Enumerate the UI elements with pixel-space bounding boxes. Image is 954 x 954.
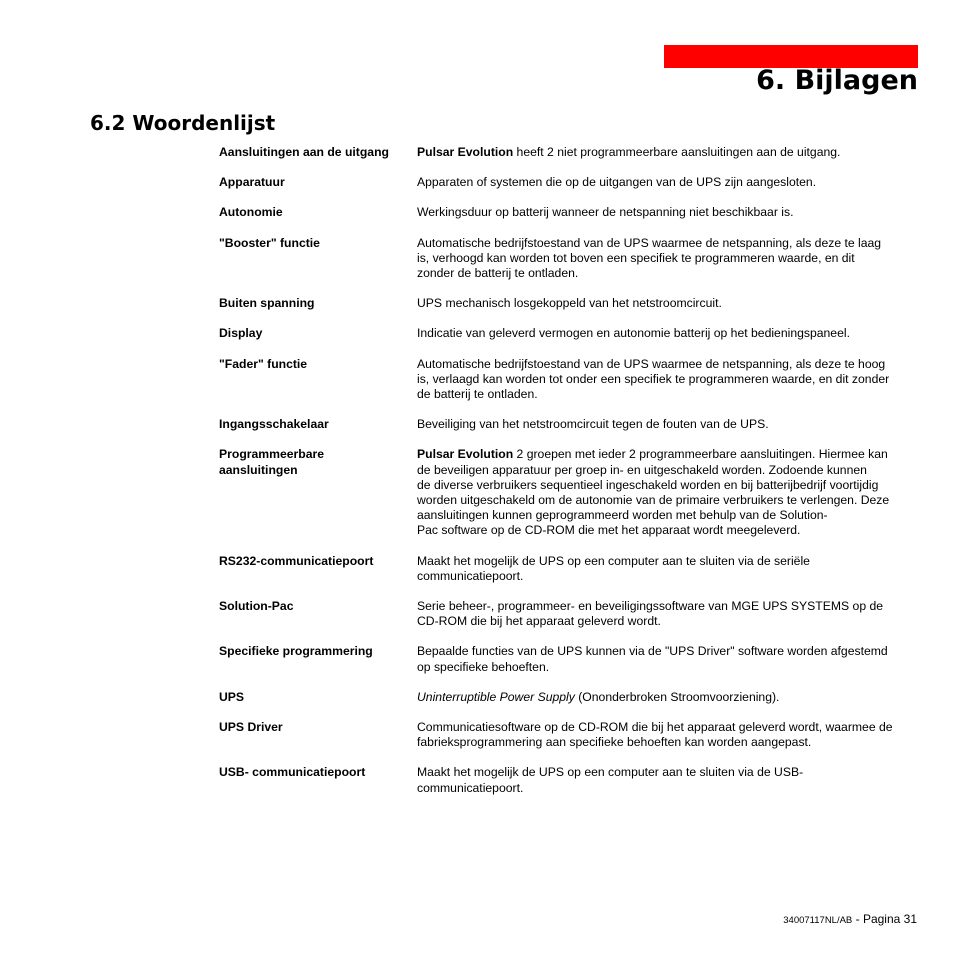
- glossary-term-line: "Booster" functie: [219, 235, 320, 250]
- definition-line: [417, 478, 920, 493]
- definition-text: Maakt het mogelijk de UPS op een computer aan te sluiten via de USB-: [417, 765, 804, 780]
- definition-line: [417, 387, 920, 402]
- product-name: Pulsar Evolution: [417, 145, 514, 159]
- glossary-term: [219, 145, 417, 160]
- glossary-entry: [219, 296, 920, 311]
- glossary-entry: [219, 357, 920, 403]
- glossary-term-line: UPS Driver: [219, 720, 283, 735]
- glossary-term-line: Buiten spanning: [219, 296, 315, 311]
- glossary-entry: [219, 720, 920, 750]
- definition-line: [417, 614, 920, 629]
- glossary-term: [219, 599, 417, 629]
- definition-text: Automatische bedrijfstoestand van de UPS waarmee de netspanning, als deze te laag: [417, 235, 882, 250]
- definition-line: [417, 251, 920, 266]
- definition-line: [417, 735, 920, 750]
- definition-line: [417, 326, 920, 341]
- definition-text: Automatische bedrijfstoestand van de UPS waarmee de netspanning, als deze te hoog: [417, 356, 886, 371]
- glossary-entry: [219, 765, 920, 795]
- glossary-definition: [417, 447, 920, 538]
- glossary-entry: [219, 554, 920, 584]
- definition-line: [417, 781, 920, 796]
- glossary-term-line: UPS: [219, 689, 245, 704]
- definition-line: [417, 493, 920, 508]
- glossary-term: [219, 326, 417, 341]
- definition-text: (Ononderbroken Stroomvoorziening).: [574, 689, 780, 704]
- definition-line: [417, 765, 920, 780]
- glossary-term-line: aansluitingen: [219, 462, 298, 477]
- glossary-entry: [219, 145, 920, 160]
- definition-line: [417, 644, 920, 659]
- glossary-term: [219, 357, 417, 403]
- glossary-definition: [417, 145, 920, 160]
- definition-line: [417, 266, 920, 281]
- section-title: 6.2 Woordenlijst: [90, 111, 276, 135]
- definition-text: Bepaalde functies van de UPS kunnen via de "UPS Driver" software worden afgestemd: [417, 644, 888, 659]
- definition-line: [417, 205, 920, 220]
- glossary-term: [219, 644, 417, 674]
- definition-text: communicatiepoort.: [417, 780, 524, 795]
- definition-line: [417, 599, 920, 614]
- glossary-term: [219, 205, 417, 220]
- glossary-definition: [417, 175, 920, 190]
- definition-text: op specifieke behoeften.: [417, 659, 550, 674]
- document-code: 34007117NL/AB: [783, 915, 853, 926]
- glossary-term: [219, 175, 417, 190]
- definition-line: [417, 145, 920, 160]
- glossary-term-line: Ingangsschakelaar: [219, 417, 329, 432]
- glossary-term-line: RS232-communicatiepoort: [219, 553, 374, 568]
- emphasis-text: Uninterruptible Power Supply: [417, 689, 575, 704]
- glossary-term-line: Apparatuur: [219, 175, 285, 190]
- definition-line: [417, 660, 920, 675]
- glossary-term: [219, 417, 417, 432]
- chapter-title: 6. Bijlagen: [756, 65, 918, 96]
- glossary-definition: [417, 765, 920, 795]
- glossary-definition: [417, 236, 920, 282]
- page-footer: [783, 911, 917, 929]
- definition-line: [417, 447, 920, 462]
- definition-text: de diverse verbruikers sequentieel ingeschakeld worden en bij batterijbedrijf voortijdig: [417, 477, 879, 492]
- definition-line: [417, 554, 920, 569]
- glossary-entry: [219, 417, 920, 432]
- definition-text: de batterij te ontladen.: [417, 387, 538, 402]
- definition-text: Apparaten of systemen die op de uitgangen van de UPS zijn aangesloten.: [417, 175, 817, 190]
- definition-line: [417, 569, 920, 584]
- glossary-term-line: USB- communicatiepoort: [219, 765, 366, 780]
- definition-text: Serie beheer-, programmeer- en beveiligingssoftware van MGE UPS SYSTEMS op de: [417, 599, 884, 614]
- glossary-entry: [219, 447, 920, 538]
- definition-line: [417, 720, 920, 735]
- glossary-term: [219, 447, 417, 538]
- glossary-entry: [219, 644, 920, 674]
- definition-line: [417, 523, 920, 538]
- definition-text: Pac software op de CD-ROM die met het apparaat wordt meegeleverd.: [417, 523, 801, 538]
- glossary-entry: [219, 205, 920, 220]
- definition-text: UPS mechanisch losgekoppeld van het netstroomcircuit.: [417, 296, 722, 311]
- glossary-definition: [417, 599, 920, 629]
- definition-line: [417, 690, 920, 705]
- glossary-entry: [219, 175, 920, 190]
- definition-text: aansluitingen kunnen geprogrammeerd worden met behulp van de Solution-: [417, 508, 828, 523]
- glossary-entry: [219, 690, 920, 705]
- glossary-definition: [417, 326, 920, 341]
- definition-text: is, verlaagd kan worden tot onder een specifiek te programmeren waarde, en dit zonder: [417, 371, 890, 386]
- glossary-term: [219, 236, 417, 282]
- definition-text: Maakt het mogelijk de UPS op een computer aan te sluiten via de seriële: [417, 553, 810, 568]
- glossary-definition: [417, 690, 920, 705]
- definition-line: [417, 236, 920, 251]
- glossary-term-line: Aansluitingen aan de uitgang: [219, 145, 389, 159]
- glossary-definition: [417, 554, 920, 584]
- glossary-definition: [417, 357, 920, 403]
- glossary-term: [219, 296, 417, 311]
- definition-text: Communicatiesoftware op de CD-ROM die bij het apparaat geleverd wordt, waarmee de: [417, 720, 893, 735]
- glossary-term-line: Specifieke programmering: [219, 644, 373, 659]
- glossary-entry: [219, 326, 920, 341]
- glossary-definition: [417, 296, 920, 311]
- glossary-term-line: Display: [219, 326, 263, 341]
- glossary-entry: [219, 236, 920, 282]
- definition-text: communicatiepoort.: [417, 568, 524, 583]
- definition-line: [417, 417, 920, 432]
- glossary-term-line: Autonomie: [219, 205, 283, 220]
- definition-text: Beveiliging van het netstroomcircuit tegen de fouten van de UPS.: [417, 417, 769, 432]
- definition-line: [417, 175, 920, 190]
- definition-text: 2 groepen met ieder 2 programmeerbare aansluitingen. Hiermee kan: [513, 447, 888, 462]
- definition-text: Werkingsduur op batterij wanneer de netspanning niet beschikbaar is.: [417, 205, 794, 220]
- glossary-term-line: "Fader" functie: [219, 356, 308, 371]
- definition-text: fabrieksprogrammering aan specifieke behoeften kan worden aangepast.: [417, 735, 812, 750]
- definition-text: worden uitgeschakeld om de autonomie van de primaire verbruikers te verlengen. Deze: [417, 493, 890, 508]
- definition-line: [417, 508, 920, 523]
- glossary-term-line: Programmeerbare: [219, 447, 324, 462]
- definition-text: is, verhoogd kan worden tot boven een specifiek te programmeren waarde, en dit: [417, 250, 855, 265]
- definition-text: zonder de batterij te ontladen.: [417, 266, 579, 281]
- glossary-list: [219, 145, 920, 811]
- glossary-term: [219, 765, 417, 795]
- definition-text: de beveiligen apparatuur per groep in- en uitgeschakeld worden. Zodoende kunnen: [417, 462, 867, 477]
- glossary-definition: [417, 417, 920, 432]
- definition-line: [417, 357, 920, 372]
- glossary-definition: [417, 644, 920, 674]
- glossary-definition: [417, 720, 920, 750]
- page-number: - Pagina 31: [852, 912, 917, 926]
- glossary-definition: [417, 205, 920, 220]
- definition-text: Indicatie van geleverd vermogen en autonomie batterij op het bedieningspaneel.: [417, 326, 850, 341]
- glossary-term-line: Solution-Pac: [219, 599, 294, 614]
- glossary-entry: [219, 599, 920, 629]
- definition-line: [417, 372, 920, 387]
- definition-text: heeft 2 niet programmeerbare aansluitingen aan de uitgang.: [513, 145, 841, 159]
- definition-line: [417, 463, 920, 478]
- definition-text: CD-ROM die bij het apparaat geleverd wordt.: [417, 614, 661, 629]
- glossary-term: [219, 554, 417, 584]
- glossary-term: [219, 690, 417, 705]
- product-name: Pulsar Evolution: [417, 447, 514, 462]
- glossary-term: [219, 720, 417, 750]
- definition-line: [417, 296, 920, 311]
